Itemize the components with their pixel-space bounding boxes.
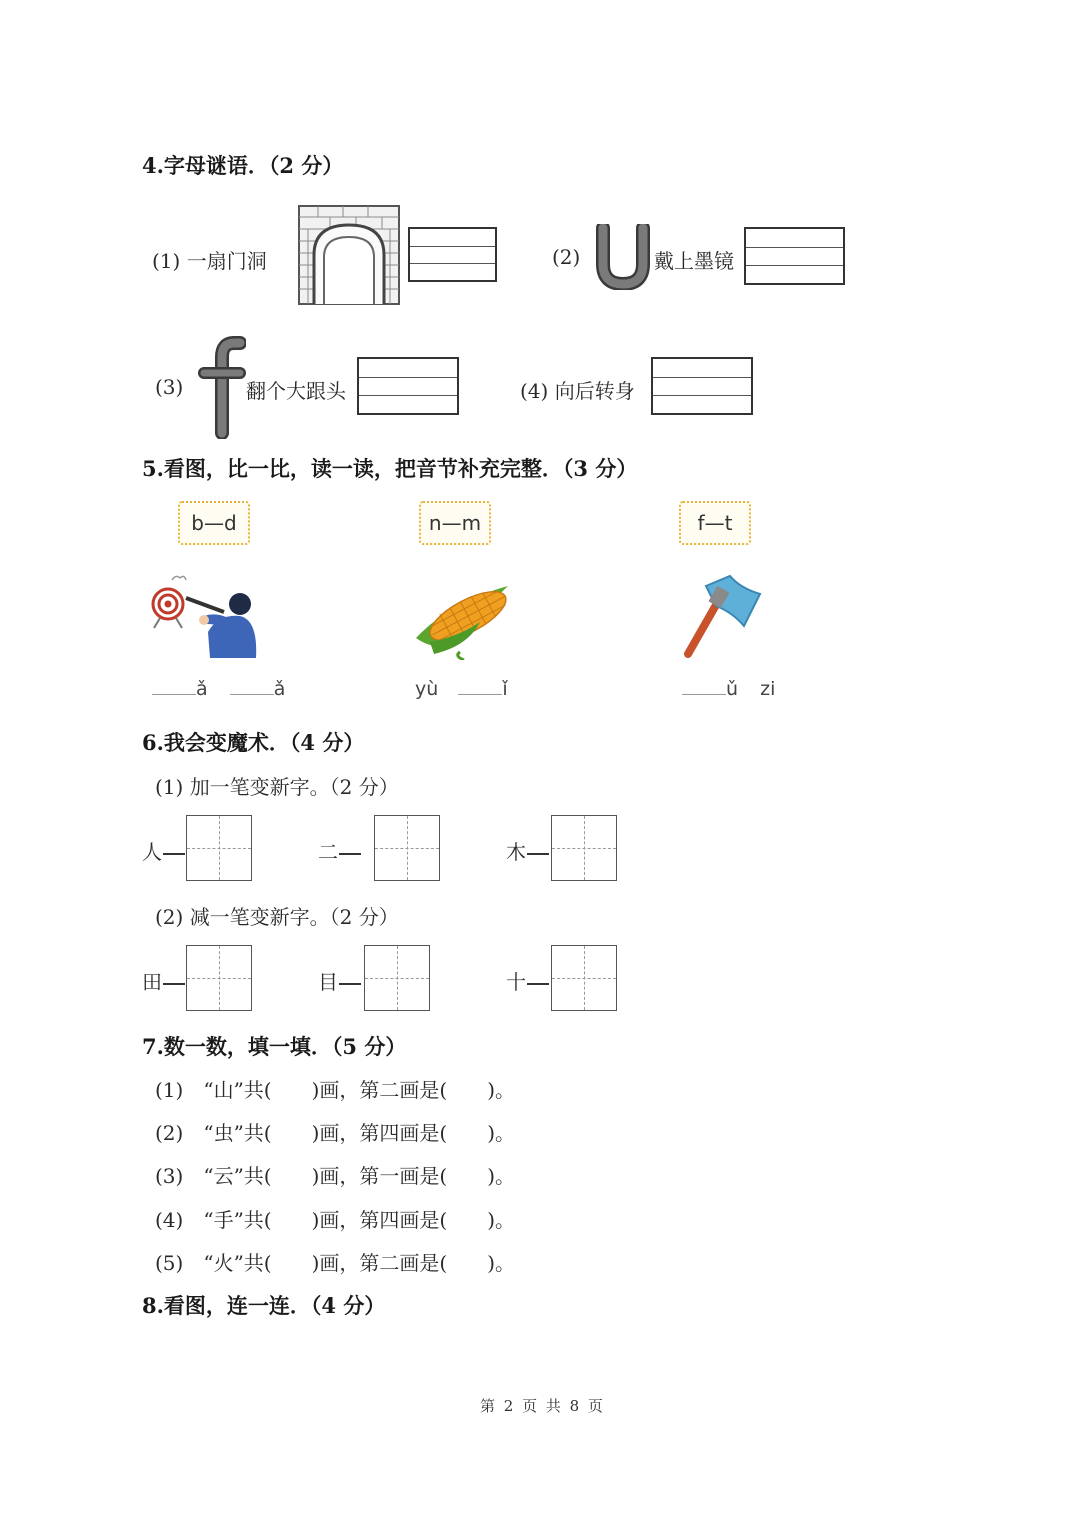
- q4-item2-text: 戴上墨镜: [654, 249, 734, 273]
- tianzige-remove-2[interactable]: [364, 945, 430, 1011]
- q4-item4-num: (4): [520, 379, 549, 403]
- tianzige-add-1[interactable]: [186, 815, 252, 881]
- pinyin-tag-b-d: b—d: [178, 501, 250, 545]
- letter-f-label: f: [222, 395, 223, 396]
- page-footer: 第 2 页 共 8 页: [480, 1397, 605, 1415]
- q6-sub1: (1) 加一笔变新字。（2 分）: [155, 775, 399, 799]
- q7-item1: (1) “山”共( )画，第二画是( )。: [155, 1078, 516, 1102]
- remove-char-1: 田: [142, 966, 185, 995]
- q4-item1-text: 一扇门洞: [186, 249, 267, 273]
- pinyin-corn-1: yù: [415, 678, 439, 700]
- q7-item2: (2) “虫”共( )画，第四画是( )。: [155, 1121, 516, 1145]
- pinyin-corn-2: ǐ: [502, 678, 508, 700]
- letter-u-label: U: [623, 264, 624, 265]
- q4-item4: [520, 375, 635, 404]
- q4-title: 4.字母谜语．（2 分）: [142, 153, 344, 178]
- pinyin-blank[interactable]: [458, 694, 502, 695]
- q4-answer-box-3[interactable]: [357, 357, 459, 415]
- tianzige-add-3[interactable]: [551, 815, 617, 881]
- pinyin-axe-2: zi: [760, 678, 776, 700]
- q7-item4: (4) “手”共( )画，第四画是( )。: [155, 1208, 516, 1232]
- add-char-1: 人: [142, 836, 185, 865]
- q4-item1-num: (1): [152, 249, 181, 273]
- q6-title: 6.我会变魔术．（4 分）: [142, 730, 365, 755]
- letter-f-image: [198, 335, 246, 439]
- shooting-target-image: [148, 572, 260, 660]
- pinyin-shoot-2: ǎ: [273, 678, 286, 700]
- tianzige-remove-1[interactable]: [186, 945, 252, 1011]
- pinyin-tag-f-t: f—t: [679, 501, 751, 545]
- q5-title: 5.看图，比一比，读一读，把音节补充完整．（3 分）: [142, 456, 638, 481]
- axe-image: [680, 572, 766, 660]
- pinyin-row-corn: [415, 678, 508, 700]
- pinyin-blank[interactable]: [230, 694, 274, 695]
- pinyin-shoot-1: ǎ: [196, 678, 208, 700]
- letter-u-image: [595, 224, 651, 290]
- pinyin-tag-n-m: n—m: [419, 501, 491, 545]
- q8-title: 8.看图，连一连．（4 分）: [142, 1293, 386, 1318]
- q6-sub2: (2) 减一笔变新字。（2 分）: [155, 905, 399, 929]
- tianzige-remove-3[interactable]: [551, 945, 617, 1011]
- pinyin-blank[interactable]: [682, 694, 726, 695]
- remove-char-2: 目: [318, 966, 361, 995]
- q7-item5: (5) “火”共( )画，第二画是( )。: [155, 1251, 516, 1275]
- corn-image: [410, 572, 518, 660]
- pinyin-row-axe: [682, 678, 775, 700]
- remove-char-3: 十: [506, 966, 549, 995]
- q4-answer-box-4[interactable]: [651, 357, 753, 415]
- q7-item3: (3) “云”共( )画，第一画是( )。: [155, 1164, 516, 1188]
- q4-answer-box-1[interactable]: [408, 227, 497, 282]
- q4-item2-num: (2): [552, 245, 581, 269]
- q4-item3-text: 翻个大跟头: [246, 379, 346, 403]
- q7-title: 7.数一数，填一填．（5 分）: [142, 1034, 407, 1059]
- q4-item4-text: 向后转身: [554, 379, 635, 403]
- pinyin-blank[interactable]: [152, 694, 196, 695]
- pinyin-axe-1: ǔ: [726, 678, 739, 700]
- q4-item1: [152, 245, 267, 274]
- tianzige-add-2[interactable]: [374, 815, 440, 881]
- add-char-2: 二: [318, 836, 361, 865]
- q4-item3-num: (3): [155, 375, 184, 399]
- pinyin-row-shoot: [152, 678, 285, 700]
- q4-answer-box-2[interactable]: [744, 227, 845, 285]
- add-char-3: 木: [506, 836, 549, 865]
- brick-arch-image: [298, 205, 400, 305]
